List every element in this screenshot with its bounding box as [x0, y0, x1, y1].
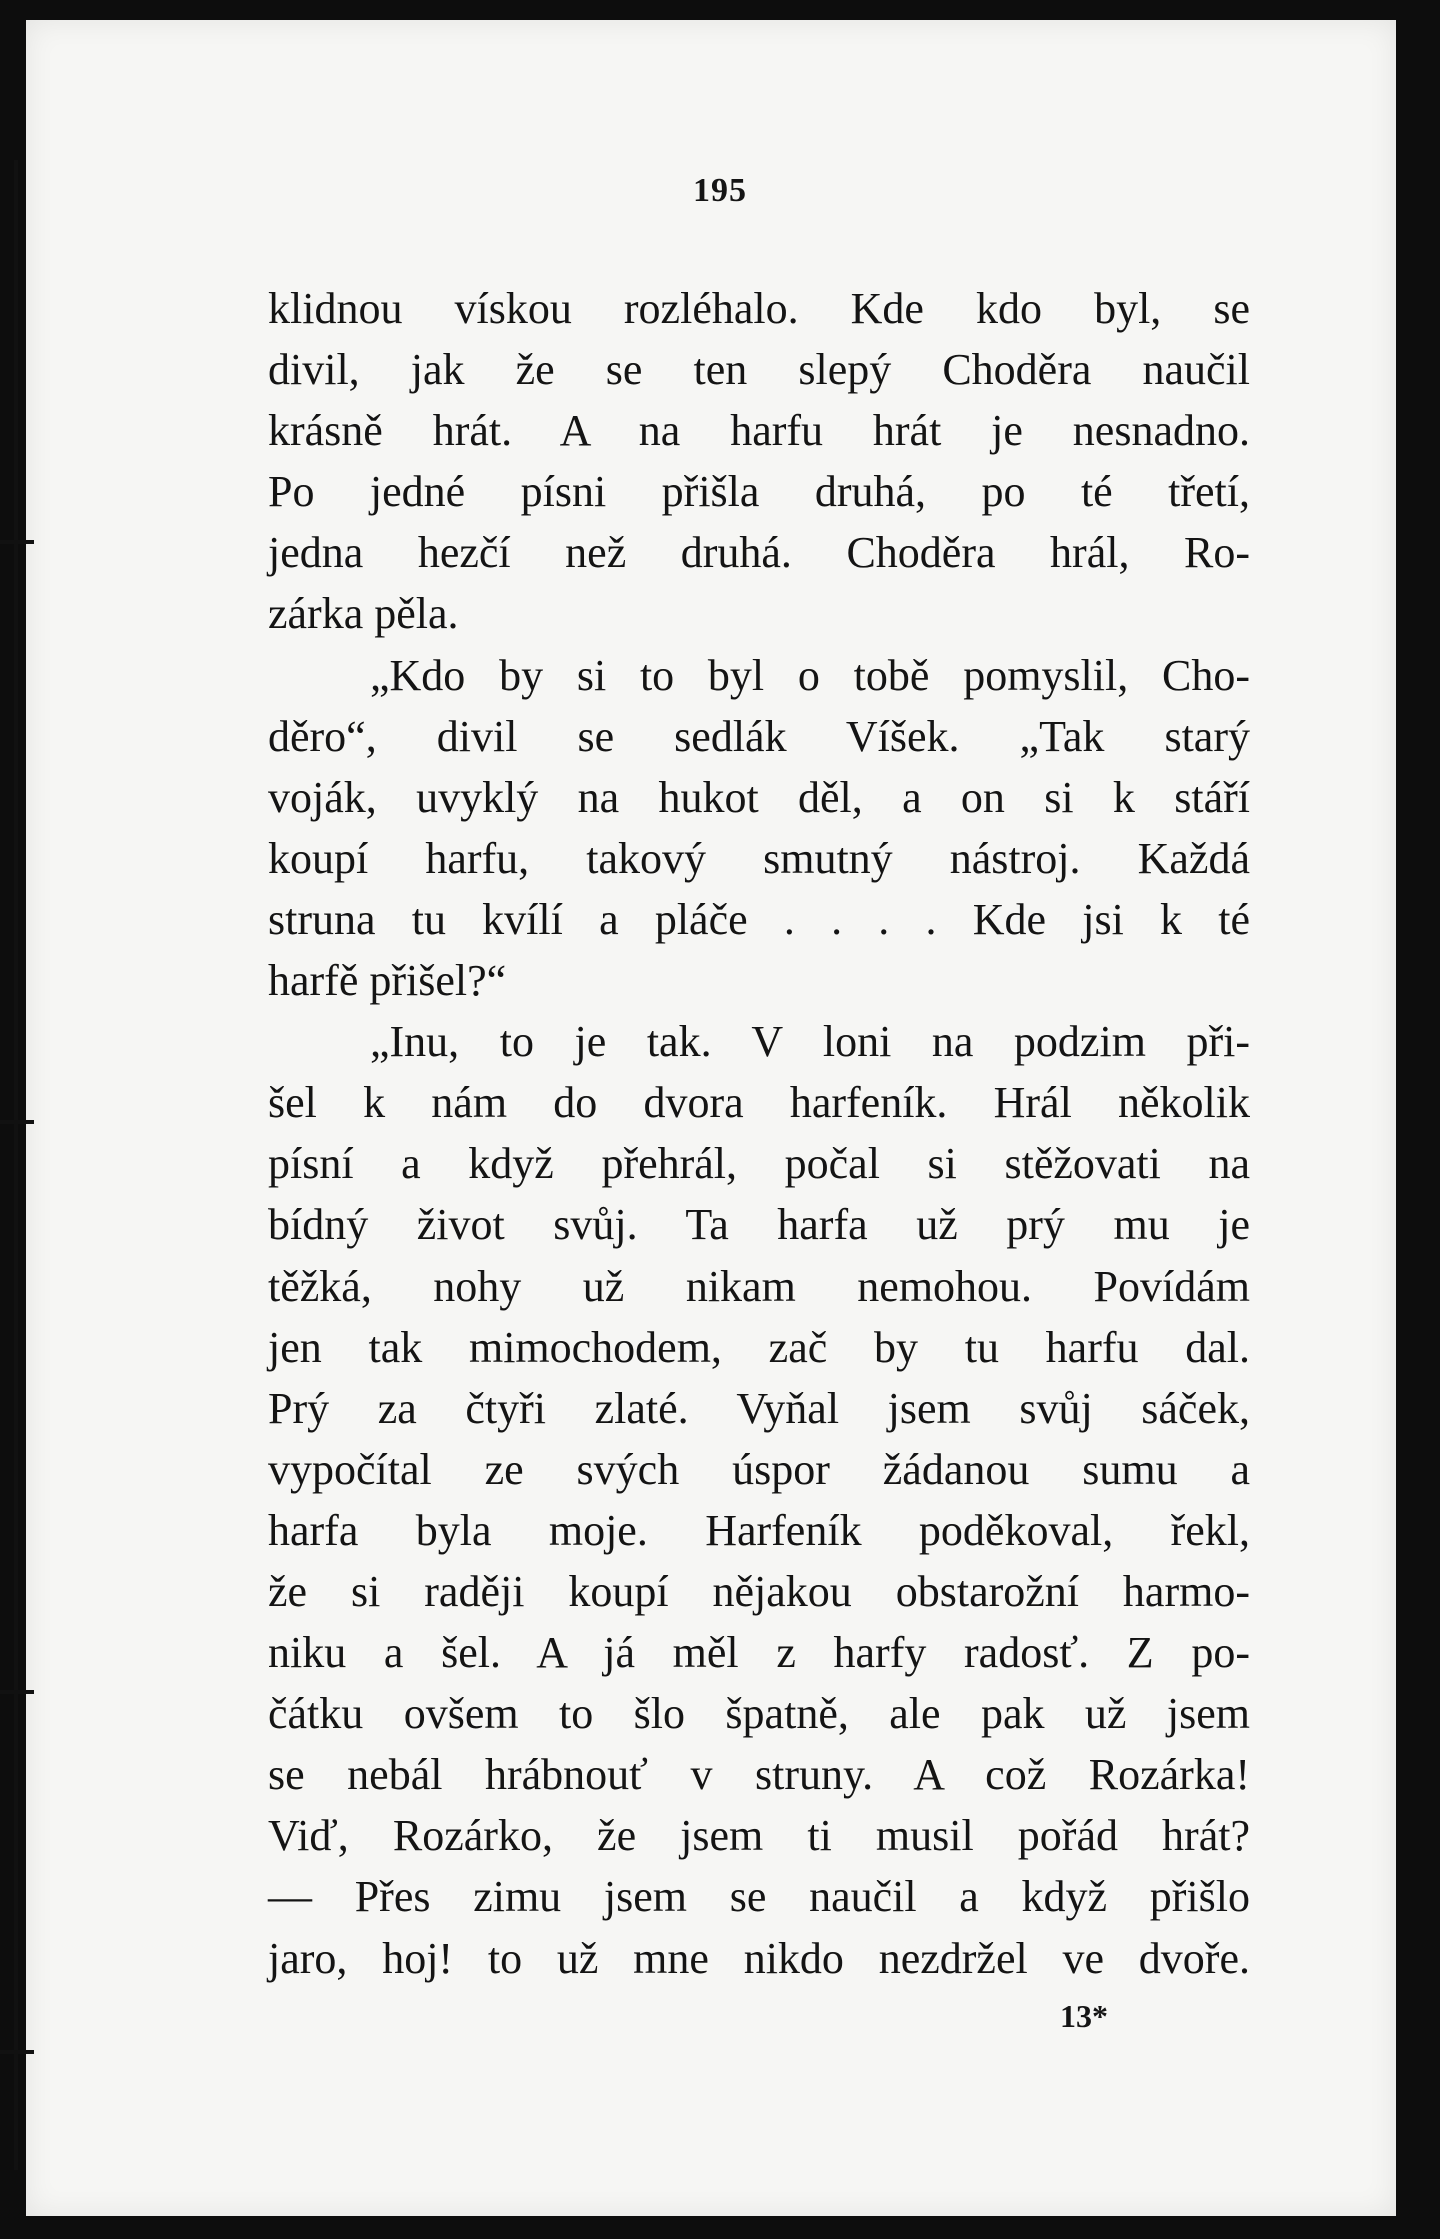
text-line: harfě přišel?“ [268, 956, 507, 1006]
text-line: že si raději koupí nějakou obstarožní harmo- [268, 1566, 1250, 1616]
text-line: klidnou vískou rozléhalo. Kde kdo byl, se [268, 284, 1250, 333]
text-line: voják, uvyklý na hukot děl, a on si k stáří [268, 772, 1250, 822]
text-line: krásně hrát. A na harfu hrát je nesnadno. [268, 406, 1250, 456]
text-line: Viď, Rozárko, že jsem ti musil pořád hrát? [268, 1811, 1250, 1861]
signature-mark: 13* [1060, 1998, 1108, 2034]
text-line: harfa byla moje. Harfeník poděkoval, řekl, [268, 1505, 1250, 1555]
text-line: zárka pěla. [268, 589, 459, 639]
text-line: jedna hezčí než druhá. Choděra hrál, Ro- [268, 528, 1250, 578]
text-line: „Inu, to je tak. V loni na podzim při- [370, 1017, 1250, 1067]
text-line: se nebál hrábnouť v struny. A což Rozárka! [268, 1750, 1250, 1800]
text-line: niku a šel. A já měl z harfy radosť. Z po- [268, 1628, 1250, 1678]
binding-tick [0, 2050, 34, 2054]
text-line: jen tak mimochodem, zač by tu harfu dal. [268, 1322, 1250, 1372]
text-line: bídný život svůj. Ta harfa už prý mu je [268, 1200, 1250, 1250]
text-line: děro“, divil se sedlák Víšek. „Tak starý [268, 711, 1250, 761]
text-line: Prý za čtyři zlaté. Vyňal jsem svůj sáček, [268, 1383, 1250, 1433]
text-line: „Kdo by si to byl o tobě pomyslil, Cho- [370, 650, 1250, 700]
binding-edge [14, 160, 18, 2170]
text-line: vypočítal ze svých úspor žádanou sumu a [268, 1444, 1250, 1494]
text-line: písní a když přehrál, počal si stěžovati na [268, 1139, 1250, 1189]
page-number: 195 [693, 172, 747, 209]
text-line: těžká, nohy už nikam nemohou. Povídám [268, 1261, 1250, 1311]
text-line: struna tu kvílí a pláče . . . . Kde jsi k té [268, 894, 1250, 944]
text-line: šel k nám do dvora harfeník. Hrál několik [268, 1078, 1250, 1128]
text-line: Po jedné písni přišla druhá, po té třetí, [268, 467, 1250, 517]
text-line: divil, jak že se ten slepý Choděra naučil [268, 345, 1250, 395]
text-line: — Přes zimu jsem se naučil a když přišlo [268, 1872, 1250, 1922]
text-line: jaro, hoj! to už mne nikdo nezdržel ve dvoře. [268, 1933, 1250, 1983]
text-line: čátku ovšem to šlo špatně, ale pak už jsem [268, 1689, 1250, 1739]
binding-tick [0, 1690, 34, 1694]
binding-tick [0, 1120, 34, 1124]
body-text [268, 278, 1250, 1989]
binding-tick [0, 540, 34, 544]
text-line: koupí harfu, takový smutný nástroj. Každá [268, 833, 1250, 883]
